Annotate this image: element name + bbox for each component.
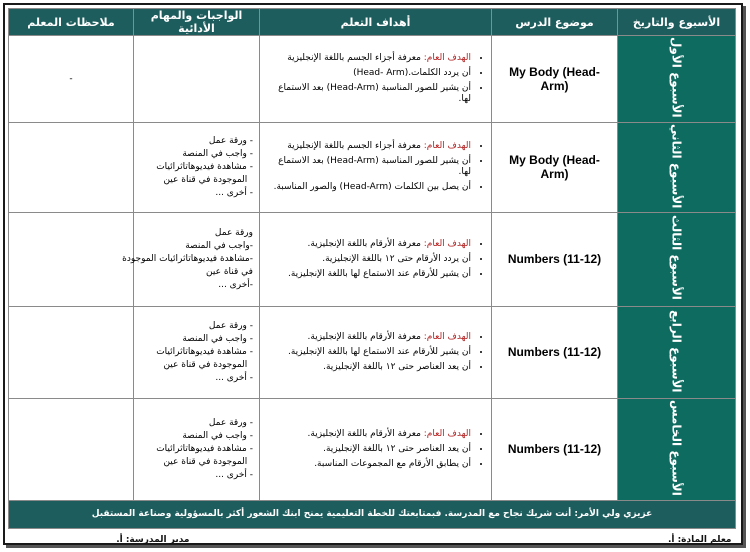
objective-item: • أن يعد العناصر حتى ١٢ باللغة الإنجليزية. [264,444,471,455]
week-row [9,36,736,123]
notes-cell [9,212,134,306]
objective-item [264,141,471,152]
task-item: الموجودة في قناة عين [163,359,253,370]
tasks-cell [122,212,260,306]
task-item: - مشاهدة فيديوهاتاثرائيات [156,346,253,357]
tasks-cell [134,398,260,500]
task-item: - واجب في المنصة [182,333,253,344]
task-item: - ورقة عمل [208,135,253,146]
tasks-cell [134,306,260,398]
objective-item: • أن يعد العناصر حتى ١٢ باللغة الإنجليزية. [264,362,471,373]
topic-cell: My Body (Head-Arm) [492,36,618,123]
objectives-cell [260,306,492,398]
footer-row [9,500,736,528]
objectives-cell [260,398,492,500]
notes-cell: - [9,36,134,123]
week-row [9,306,736,398]
signature-row [9,528,736,552]
task-item: - واجب في المنصة [182,148,253,159]
objectives-cell [260,122,492,212]
task-item: -واجب في المنصة [185,240,253,251]
goal-label: الهدف العام: [423,428,471,439]
weekly-plan-table [8,8,736,552]
objective-item [264,239,471,250]
objective-item: • أن يشير للصور المناسبة (Head-Arm) بعد الاستماع لها. [264,83,471,105]
objective-item: • أن يطابق الأرقام مع المجموعات المناسبة. [264,459,471,470]
task-item: - ورقة عمل [208,417,253,428]
task-item: - أخرى ... [215,372,253,383]
notes-cell [9,306,134,398]
header-notes: ملاحظات المعلم [9,9,134,36]
goal-label: الهدف العام: [423,52,471,63]
objective-item: • أن يردد الكلمات.(Head- Arm) [264,68,471,79]
goal-label: الهدف العام: [423,238,471,249]
topic-cell: Numbers (11-12) [492,306,618,398]
objectives-cell [260,36,492,123]
task-item: - ورقة عمل [208,320,253,331]
topic-cell: Numbers (11-12) [492,212,618,306]
objective-item: • أن يشير للأرقام عند الاستماع لها باللغة الإنجليزية. [264,269,471,280]
week-label: الأسبوع الأول [669,37,684,118]
task-item: في قناة عين [206,266,253,277]
week-label: الأسبوع الثاني [669,123,684,208]
goal-text: معرفة أجزاء الجسم باللغة الإنجليزية [287,52,424,63]
task-item: - مشاهدة فيديوهاتاثرائيات [156,161,253,172]
task-item: - أخرى ... [215,469,253,480]
goal-label: الهدف العام: [423,331,471,342]
week-row [9,212,736,306]
task-item: ورقة عمل [214,227,253,238]
objective-item: • أن يصل بين الكلمات (Head-Arm) والصور المناسبة. [264,182,471,193]
objectives-cell [260,212,492,306]
tasks-cell [134,36,260,123]
principal-signature: مدير المدرسة: أ. [116,535,190,546]
header-objectives: أهداف التعلم [260,9,492,36]
task-item: الموجودة في قناة عين [163,456,253,467]
objective-item [264,53,471,64]
objective-item: • أن يردد الأرقام حتى ١٢ باللغة الإنجليزية. [264,254,471,265]
week-cell [618,398,736,500]
week-row [9,398,736,500]
parent-message: عزيزي ولي الأمر: أنت شريك نجاح مع المدرسة. فبمتابعتك للخطة التعليمية يمنح ابنك الشعور أكثر بالمسؤولية وصناعة المستقبل [9,500,736,528]
topic-cell: My Body (Head-Arm) [492,122,618,212]
week-row [9,122,736,212]
week-cell [618,36,736,123]
objective-item: • أن يشير للصور المناسبة (Head-Arm) بعد الاستماع لها. [264,156,471,178]
task-item: - واجب في المنصة [182,430,253,441]
week-label: الأسبوع الثالث [669,215,684,301]
notes-cell [9,398,134,500]
objective-item: • أن يشير للأرقام عند الاستماع لها باللغة الإنجليزية. [264,347,471,358]
goal-text: معرفة الأرقام باللغة الإنجليزية. [307,428,424,439]
week-label: الأسبوع الخامس [669,399,684,496]
week-cell [618,122,736,212]
header-row [9,9,736,36]
goal-text: معرفة الأرقام باللغة الإنجليزية. [307,331,424,342]
goal-text: معرفة الأرقام باللغة الإنجليزية. [307,238,424,249]
week-cell [618,212,736,306]
objective-item [264,332,471,343]
task-item: -مشاهدة فيديوهاتاثرائيات الموجودة [122,253,253,264]
goal-label: الهدف العام: [423,141,471,152]
header-week: الأسبوع والتاريخ [618,9,736,36]
tasks-cell [134,122,260,212]
week-cell [618,306,736,398]
notes-cell [9,122,134,212]
goal-text: معرفة أجزاء الجسم باللغة الإنجليزية [287,141,424,152]
header-tasks: الواجبات والمهام الأدائية [134,9,260,36]
topic-cell: Numbers (11-12) [492,398,618,500]
week-label: الأسبوع الرابع [669,309,684,393]
task-item: الموجودة في قناة عين [163,174,253,185]
task-item: -أخرى ... [218,279,253,290]
task-item: - أخرى ... [215,187,253,198]
teacher-signature: معلم المادة: أ. [667,535,732,546]
header-topic: موضوع الدرس [492,9,618,36]
task-item: - مشاهدة فيديوهاتاثرائيات [156,443,253,454]
objective-item [264,429,471,440]
